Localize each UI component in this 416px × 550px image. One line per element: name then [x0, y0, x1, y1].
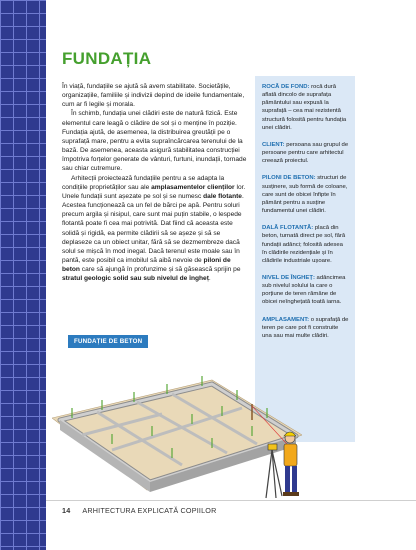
- glossary-item-site: [262, 316, 349, 340]
- text-run: lor. Unele fundații sunt așezate pe sol și se numesc: [62, 183, 246, 200]
- paragraph-1: În viață, fundațiile se ajută să avem stabilitate. Societățile, organizațiile, familiile și indivizii depind de ideile fundamentale, cum ar fi legile și morala.: [62, 83, 245, 109]
- surveyor-illustration: [262, 420, 306, 500]
- glossary-definition: rocă dură aflată dincolo de suprafața pământului sau expusă la suprafață – cea mai rezistentă structură folosită pentru fundația unei clădiri.: [262, 84, 347, 131]
- text-run: .: [208, 275, 211, 283]
- glossary-definition: structuri de susținere, sub formă de coloane, care sunt de obicei înfipte în pământ pentru a susține fundamentul unei clădiri.: [262, 175, 348, 215]
- page-number: 14: [62, 506, 71, 515]
- book-title: ARHITECTURA EXPLICATĂ COPIILOR: [82, 506, 217, 515]
- text-run: . Acestea funcționează ca un fel de bărci pe apă. Pentru soluri precum argila și nisipul, care sunt mai puțin stabile, o lespede flotantă poate fi cea mai potrivită. Dat fiind că aceasta este solidă și rigidă, ea permite clădirii să se așeze și să se deplaseze ca un obiect unitar, fără să se dezmembreze dacă solul se mișcă în mod inegal. Dacă terenul este moale sau în pantă, este posibil ca imobilul să aibă nevoie de: [62, 192, 244, 264]
- term-bedrock-frost: stratul geologic solid sau sub nivelul de îngheț: [62, 275, 209, 283]
- glossary-definition: o suprafață de teren pe care pot fi construite una sau mai multe clădiri.: [262, 316, 349, 339]
- term-floating-slabs: dale flotante: [203, 192, 242, 200]
- glossary-term: AMPLASAMENT:: [262, 316, 310, 323]
- footer-divider: [46, 500, 416, 501]
- page-title: FUNDAȚIA: [62, 49, 152, 68]
- term-client-sites: amplasamentelor clienților: [151, 183, 235, 191]
- glossary-definition: placă din beton, turnată direct pe sol, fără fundații adânci; folosită adesea în clădirile rezidențiale și în clădirile industriale ușoare.: [262, 225, 346, 264]
- text-run: care să ajungă în profunzime și să găsească sprijin pe: [79, 266, 241, 274]
- glossary-definition: adâncimea sub nivelul solului la care o porțiune de teren rămâne de obicei neînghețată toată iarna.: [262, 274, 346, 306]
- paragraph-3: [62, 174, 250, 284]
- text-run: Arhitecții proiectează fundațiile pentru a se adapta la condițiile proprietăților sau ale: [62, 174, 225, 191]
- glossary-term: CLIENT:: [262, 141, 285, 148]
- glossary-item-concrete-piles: [262, 174, 349, 215]
- figure-label: FUNDAȚIE DE BETON: [68, 335, 148, 348]
- glossary-definition: persoana sau grupul de persoane pentru care arhitectul creează proiectul.: [262, 141, 349, 165]
- glossary-term: DALĂ FLOTANTĂ:: [262, 225, 314, 232]
- glossary-term: ROCĂ DE FOND:: [262, 84, 310, 90]
- main-text: [62, 82, 250, 283]
- glossary-item-client: [262, 141, 349, 165]
- glossary-term: NIVEL DE ÎNGHEȚ:: [262, 274, 315, 281]
- glossary-item-floating-slab: [262, 224, 349, 265]
- term-concrete-piles: piloni de beton: [62, 256, 231, 274]
- grid-margin-strip: [0, 0, 46, 550]
- glossary-term: PILONI DE BETON:: [262, 175, 316, 182]
- glossary-item-bedrock: [262, 83, 349, 132]
- glossary-item-frost-line: [262, 274, 349, 307]
- paragraph-2: În schimb, fundația unei clădiri este de natură fizică. Este elementul care leagă o clădire de sol și o menține în poziție. Fundația ajută, de asemenea, la distribuirea greutății pe o suprafață mare, pentru a evita supraîncărcarea terenului de la bază. De asemenea, aceasta asigură stabilitatea construcției împotriva forțelor generate de vânturi, furtuni, inundații, tornade sau chiar cutremure.: [62, 110, 247, 173]
- page-footer: [62, 506, 216, 515]
